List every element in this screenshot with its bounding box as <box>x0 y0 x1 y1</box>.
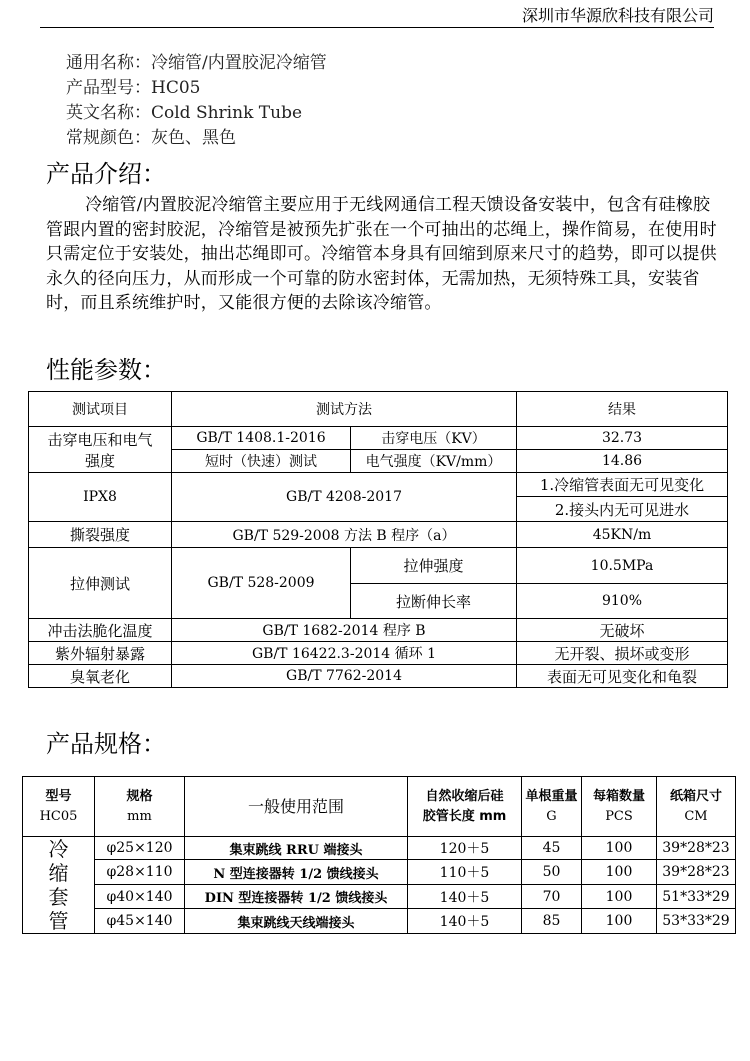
header-length-l1: 自然收缩后硅 <box>425 788 504 804</box>
header-model-l2: HC05 <box>39 808 78 824</box>
header-qty-l2: PCS <box>605 808 633 824</box>
row-qty: 100 <box>582 837 657 860</box>
table-row <box>29 522 728 548</box>
row-length: 140＋5 <box>408 884 522 909</box>
group-label-char: 冷 <box>48 837 69 861</box>
uv-item: 紫外辐射暴露 <box>29 642 172 665</box>
intro-paragraph: 冷缩管/内置胶泥冷缩管主要应用于无线网通信工程天馈设备安装中，包含有硅橡胶管跟内置的密封胶泥，冷缩管是被预先扩张在一个可抽出的芯绳上，操作简易，在使用时只需定位于安装处，抽出芯绳即可。冷缩管本身具有回缩到原来尺寸的趋势，即可以提供永久的径向压力，从而形成一个可靠的防水密封体，无需加热，无须特殊工具，安装省时，而且系统维护时，又能很方便的去除该冷缩管。 <box>46 195 717 313</box>
ipx8-method: GB/T 4208-2017 <box>172 473 517 522</box>
header-weight <box>522 777 582 837</box>
header-weight-l1: 单根重量 <box>525 788 578 804</box>
ozone-item: 臭氧老化 <box>29 665 172 688</box>
impact-item: 冲击法脆化温度 <box>29 619 172 642</box>
spec-table <box>22 776 736 934</box>
row-box: 51*33*29 <box>657 884 736 909</box>
table-row <box>29 473 728 497</box>
tear-item: 撕裂强度 <box>29 522 172 548</box>
tear-result: 45KN/m <box>517 522 728 548</box>
header-box-l1: 纸箱尺寸 <box>669 788 722 804</box>
group-label-char: 套 <box>48 885 69 909</box>
header-divider <box>40 27 714 28</box>
breakdown-val-strength: 14.86 <box>517 450 728 473</box>
row-size: φ25×120 <box>95 837 185 860</box>
row-usage: 集束跳线天线端接头 <box>185 909 408 934</box>
tensile-item: 拉伸测试 <box>29 548 172 619</box>
uv-result: 无开裂、损坏或变形 <box>517 642 728 665</box>
ozone-method: GB/T 7762-2014 <box>172 665 517 688</box>
header-result: 结果 <box>517 392 728 427</box>
header-model-l1: 型号 <box>45 788 72 804</box>
table-row <box>29 642 728 665</box>
row-qty: 100 <box>582 884 657 909</box>
table-row <box>29 665 728 688</box>
breakdown-sub-voltage: 击穿电压（KV） <box>351 427 517 450</box>
header-box <box>657 777 736 837</box>
header-box-l2: CM <box>684 808 708 824</box>
group-label-char: 缩 <box>48 861 69 885</box>
table-row <box>29 619 728 642</box>
header-length-l2: 胶管长度 mm <box>422 808 507 824</box>
row-weight: 70 <box>522 884 582 909</box>
uv-method: GB/T 16422.3-2014 循环 1 <box>172 642 517 665</box>
group-label <box>23 837 95 934</box>
ozone-result: 表面无可见变化和龟裂 <box>517 665 728 688</box>
english-name: 英文名称：Cold Shrink Tube <box>66 103 303 123</box>
ipx8-result-1: 1.冷缩管表面无可见变化 <box>517 473 728 497</box>
table-row <box>29 548 728 584</box>
table-row <box>23 860 736 885</box>
impact-method: GB/T 1682-2014 程序 B <box>172 619 517 642</box>
tensile-sub-strength: 拉伸强度 <box>351 548 517 584</box>
breakdown-item-line2: 强度 <box>84 451 115 470</box>
general-name: 通用名称：冷缩管/内置胶泥冷缩管 <box>66 53 327 73</box>
row-weight: 50 <box>522 860 582 885</box>
row-length: 140＋5 <box>408 909 522 934</box>
table-row <box>23 837 736 860</box>
header-weight-l2: G <box>546 808 557 824</box>
table-row <box>23 777 736 837</box>
breakdown-sub-strength: 电气强度（KV/mm） <box>351 450 517 473</box>
ipx8-item: IPX8 <box>29 473 172 522</box>
tensile-val-strength: 10.5MPa <box>517 548 728 584</box>
breakdown-std-short: 短时（快速）测试 <box>172 450 351 473</box>
breakdown-item <box>29 427 172 473</box>
header-test-item: 测试项目 <box>29 392 172 427</box>
tensile-sub-elongation: 拉断伸长率 <box>351 584 517 619</box>
row-weight: 45 <box>522 837 582 860</box>
row-size: φ28×110 <box>95 860 185 885</box>
header-size-l1: 规格 <box>126 788 153 804</box>
row-qty: 100 <box>582 860 657 885</box>
tensile-method: GB/T 528-2009 <box>172 548 351 619</box>
header-usage: 一般使用范围 <box>185 777 408 837</box>
row-box: 39*28*23 <box>657 837 736 860</box>
header-model <box>23 777 95 837</box>
ipx8-result-2: 2.接头内无可见进水 <box>517 497 728 522</box>
header-length <box>408 777 522 837</box>
row-box: 53*33*29 <box>657 909 736 934</box>
breakdown-val-voltage: 32.73 <box>517 427 728 450</box>
table-row <box>23 884 736 909</box>
row-weight: 85 <box>522 909 582 934</box>
header-size-l2: mm <box>127 808 152 824</box>
intro-title: 产品介绍： <box>46 160 166 188</box>
row-qty: 100 <box>582 909 657 934</box>
row-size: φ45×140 <box>95 909 185 934</box>
row-usage: 集束跳线 RRU 端接头 <box>185 837 408 860</box>
header-qty-l1: 每箱数量 <box>592 788 645 804</box>
performance-table <box>28 391 728 688</box>
table-row <box>29 427 728 450</box>
product-info <box>66 51 327 151</box>
group-label-char: 管 <box>48 909 69 933</box>
row-length: 120＋5 <box>408 837 522 860</box>
performance-title: 性能参数： <box>46 356 166 384</box>
impact-result: 无破坏 <box>517 619 728 642</box>
table-row <box>29 392 728 427</box>
product-model: 产品型号：HC05 <box>66 78 201 98</box>
header-size <box>95 777 185 837</box>
product-colors: 常规颜色：灰色、黑色 <box>66 128 236 148</box>
table-row <box>23 909 736 934</box>
tear-method: GB/T 529-2008 方法 B 程序（a） <box>172 522 517 548</box>
row-usage: N 型连接器转 1/2 馈线接头 <box>185 860 408 885</box>
breakdown-std: GB/T 1408.1-2016 <box>172 427 351 450</box>
company-name: 深圳市华源欣科技有限公司 <box>521 6 714 25</box>
row-length: 110＋5 <box>408 860 522 885</box>
row-box: 39*28*23 <box>657 860 736 885</box>
breakdown-item-line1: 击穿电压和电气 <box>47 430 153 449</box>
row-size: φ40×140 <box>95 884 185 909</box>
spec-title: 产品规格： <box>46 730 166 758</box>
header-test-method: 测试方法 <box>172 392 517 427</box>
tensile-val-elongation: 910% <box>517 584 728 619</box>
row-usage: DIN 型连接器转 1/2 馈线接头 <box>185 884 408 909</box>
header-qty <box>582 777 657 837</box>
